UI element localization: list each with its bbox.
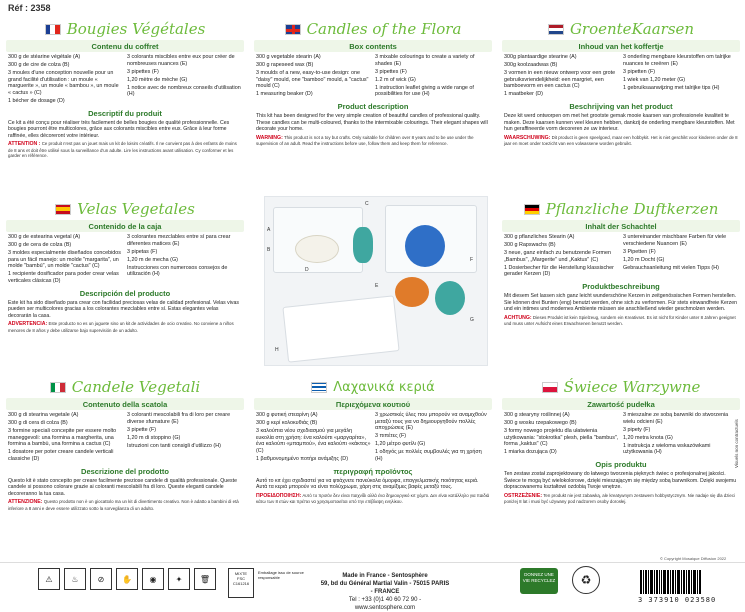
recycle-icon: ♻ <box>572 566 600 594</box>
contents-label-es: Contenido de la caja <box>6 220 244 232</box>
contents-left-en <box>256 54 371 99</box>
spain-flag-icon <box>55 204 71 215</box>
list-item: 3 pipetas (F) <box>127 248 158 255</box>
list-item: 3 pipette (F) <box>127 426 157 433</box>
warning-it <box>6 497 244 511</box>
warning-label-gr: ΠΡΟΕΙΔΟΠΟΙΗΣΗ: <box>256 492 302 499</box>
list-item: 3 pipettes (F) <box>127 68 159 75</box>
list-item: 3 formine speciali concepite per essere molto maneggevoli: una formina a margherita, una formina a bambù, una formina a cactus (C) <box>8 427 117 448</box>
list-item: 3 vormen in een nieuw ontwerp voor een grote gebruiksvriendelijkheid: een margriet, een bamboevorm en een cactus (C) <box>504 69 616 90</box>
section-de <box>502 198 740 327</box>
list-item: 1 notice avec de nombreux conseils d'utilisation (H) <box>127 84 241 98</box>
list-item: 3 untereinander mischbare Farben für viele verschiedene Nuancen (E) <box>623 234 727 247</box>
warning-label-es: ADVERTENCIA: <box>8 321 48 328</box>
france-flag-icon <box>45 24 61 35</box>
contents-right-nl <box>623 54 738 99</box>
list-item: 1,20 mètre de mèche (G) <box>127 76 188 83</box>
list-item: 1 maatbeker (D) <box>504 91 543 98</box>
list-item: 300 g pflanzliches Stearin (A) <box>504 234 575 240</box>
list-item: 300 g κερί κολοκυθιάς (B) <box>256 419 318 426</box>
heading-fr: Bougies Végétales <box>66 20 206 38</box>
list-item: 1 οδηγός με πολλές συμβουλές για τη χρήση (H) <box>375 449 482 462</box>
fsc-mixte: MIXTE <box>234 571 248 576</box>
company-info <box>320 572 450 612</box>
section-nl <box>502 18 740 147</box>
list-item: 1 wiek van 1,20 meter (G) <box>623 76 686 83</box>
list-item: 3 χρωστικές ύλες που μπορούν να αναμιχθούν μεταξύ τους για να δημιουργηθούν πολλές αποχρώσεις (E) <box>375 412 487 432</box>
section-es <box>6 198 244 333</box>
desc-de: Mit diesem Set lassen sich ganz leicht wunderschöne Kerzen in zeitgenössischen Formen herstellen. Sie können drei Bunten (eng) benutzt werden, ohne sich zu verformen. Für stets einwandfreie Kerzen und ein intimes und modernes Ambiente müssen sie anschließend wieder geschmolzen werden. <box>504 293 737 313</box>
warning-text-en: This product is not a toy but crafts. Only suitable for children over 8 years and to be use under the supervision of an adult. Read the instructions before use, follow them and keep them for reference. <box>256 134 474 147</box>
warning-text-nl: Dit product is geen speelgoed, maar een hobbykit. Het is niet geschikt voor kinderen onder de 8 jaar en moet onder toezicht van een volwassene worden gebruikt. <box>504 134 738 147</box>
trash-icon: 🗑 <box>194 568 216 590</box>
poland-flag-icon <box>542 382 558 393</box>
instruction-leaflet <box>282 295 399 362</box>
contents-label-gr: Περιεχόμενα κουτιού <box>254 398 492 410</box>
desc-label-gr: περιγραφή προϊόντος <box>333 466 413 476</box>
list-item: Istruzioni con tanti consigli d'utilizzo (H) <box>127 442 221 449</box>
warning-text-gr: Αυτό το προϊόν δεν είναι παιχνίδι αλλά ένα δημιουργικό κιτ χόμπι. Δεν είναι κατάλληλο για παιδιά κάτω των 8 ετών και πρέπει να χρησιμοποιείται υπό την επίβλεψη ενηλίκου. <box>256 492 490 505</box>
title-fr <box>6 18 244 40</box>
heading-nl: GroenteKaarsen <box>569 20 695 38</box>
fire-icon: ✦ <box>168 568 190 590</box>
list-item: 3 onderling mengbare kleurstoffen om talrijke nuances te creëren (E) <box>623 54 731 67</box>
desc-label-it: Descrizione del prodotto <box>81 466 169 476</box>
list-item: 3 formy nowego projektu dla ułatwienia użytkowania: "stokrotka" plesh, piella "bambus", forma „kaktus" (C) <box>504 427 619 448</box>
contents-right-en <box>375 54 490 99</box>
contents-left-nl <box>504 54 619 99</box>
warning-pl <box>502 491 740 505</box>
list-item: 1 miarka dozująca (D) <box>504 449 557 456</box>
contents-right-pl <box>623 412 738 457</box>
warning-label-de: ACHTUNG: <box>504 314 532 321</box>
list-item: 300g koolzaadwas (B) <box>504 61 558 68</box>
warning-de <box>502 313 740 327</box>
copyright: © Copyright Mosaique Diffusion 2022 <box>660 556 727 561</box>
list-item: 1.2 m of wick (G) <box>375 76 416 83</box>
list-item: Gebrauchsanleitung mit vielen Tipps (H) <box>623 264 719 271</box>
section-gr <box>254 376 492 505</box>
warning-text-de: Dieses Produkt ist kein Spielzeug, sondern ein Kreativset. Es ist nicht für Kinder unter 8 Jahren geeignet und muss unter Aufsicht eines Erwachsenen benutzt werden. <box>504 314 736 327</box>
hot-surface-icon: ♨ <box>64 568 86 590</box>
no-children-icon: ⊘ <box>90 568 112 590</box>
desc-it: Questo kit è stato concepito per creare facilmente preziose candele di qualità professionale. Queste candele si possono colorare grazie ai coloranti mescolabili fra di loro. Queste eleganti candele decoreranno la tua casa. <box>8 477 237 497</box>
list-item: 300 g de cera de colza (B) <box>8 241 72 248</box>
desc-label-es: Descripción del producto <box>79 288 171 298</box>
label-d: D <box>305 267 309 273</box>
desc-fr: Ce kit a été conçu pour réaliser très facilement de belles bougies de qualité professionnelle. Ces bougies pourront être multicolores, grâce aux colorants miscibles entre eux. Grâce à leur forme raffinée, elles décoreront votre intérieur. <box>8 119 230 139</box>
warning-label-fr: ATTENTION : <box>8 141 41 148</box>
list-item: 300 g de estearina vegetal (A) <box>8 234 81 240</box>
list-item: 1,20 m Docht (G) <box>623 256 665 263</box>
list-item: 1 Dosierbecher für die Herstellung klassischer gerader Kerzen (D) <box>504 264 614 278</box>
list-item: 3 moules d'une conception nouvelle pour un grand facilité d'utilisation : un moule « marguerite », un moule « bambou », un moule « cactus » (C) <box>8 69 119 96</box>
fsc-text: Emballage issu de source responsable <box>258 570 304 580</box>
list-item: 1 instrukcja z wieloma wskazówkami użytkowania (H) <box>623 442 711 456</box>
warning-label-en: WARNING: <box>256 134 283 141</box>
germany-flag-icon <box>524 204 540 215</box>
list-item: 300 g Rapswachs (B) <box>504 241 556 248</box>
list-item: 3 pipety (F) <box>623 426 651 433</box>
contents-left-es <box>8 234 123 286</box>
italy-flag-icon <box>50 382 66 393</box>
list-item: 3 moulds of a new, easy-to-use design: one "daisy" mould, one "bamboo" mould, a "cactus" mould (C) <box>256 69 369 90</box>
warning-triangle-icon: ⚠ <box>38 568 60 590</box>
list-item: 1 measuring beaker (D) <box>256 91 313 98</box>
warning-label-it: ATTENZIONE: <box>8 499 43 506</box>
label-f: F <box>470 257 474 263</box>
contents-label-nl: Inhoud van het koffertje <box>502 40 740 52</box>
list-item: 1,20 μέτρο φυτίλι (G) <box>375 441 426 448</box>
list-item: 3 neue, ganz einfach zu benutzende Formen „Bambus", „Margerite" und „Kaktus" (C) <box>504 249 611 263</box>
label-g: G <box>470 317 474 323</box>
contents-label-en: Box contents <box>254 40 492 52</box>
list-item: Instrucciones con numerosos consejos de utilización (H) <box>127 264 228 278</box>
warning-en <box>254 133 492 147</box>
desc-label-fr: Descriptif du produit <box>88 108 162 118</box>
list-item: 300 g vegetable stearin (A) <box>256 54 321 60</box>
section-en <box>254 18 492 147</box>
list-item: 1,20 metra knota (G) <box>623 434 673 441</box>
made-in: Made in France - Sentosphère <box>342 573 428 579</box>
list-item: 3 πιπέτες (F) <box>375 433 407 440</box>
contents-left-gr <box>256 412 371 464</box>
label-e: E <box>375 283 379 289</box>
list-item: 3 pipetten (F) <box>623 68 656 75</box>
section-fr <box>6 18 244 159</box>
list-item: 1,20 m di stoppino (G) <box>127 434 181 441</box>
fsc-logo <box>228 568 254 598</box>
warning-nl <box>502 133 740 147</box>
contents-label-it: Contenuto della scatola <box>6 398 244 410</box>
heading-es: Velas Vegetales <box>77 200 195 218</box>
gloves-icon: ✋ <box>116 568 138 590</box>
label-a: A <box>267 227 271 233</box>
warning-text-es: Este producto no es un juguete sino un kit de actividades de ocio creativo. No conviene a niños menores de 8 años y debe utilizarse bajo supervisión de un adulto. <box>8 321 234 333</box>
reference: Réf : 2358 <box>8 3 51 13</box>
title-it <box>6 376 244 398</box>
warning-text-it: Questo prodotto non è un giocattolo ma un kit di divertimento creativo. Non è adatto a bambini di età inferiore a 8 anni e deve essere utilizzato sotto la sorveglianza di un adulto. <box>8 499 239 511</box>
barcode-number: 3 373910 023580 <box>638 596 717 604</box>
desc-label-de: Produktbeschreibung <box>582 282 660 292</box>
heading-it: Candele Vegetali <box>71 378 201 396</box>
warning-text-pl: Ten produkt nie jest zabawką, ale kreatywnym zestawem hobbystycznym. Nie nadaje się dla dzieci poniżej 8 lat i musi być używany pod nadzorem osoby dorosłej. <box>504 492 736 505</box>
contents-label-pl: Zawartość pudełka <box>502 398 740 410</box>
warning-fr <box>6 139 244 159</box>
list-item: 1 dosatore per poter creare candele verticali classiche (D) <box>8 449 114 462</box>
uk-flag-icon <box>285 24 301 35</box>
desc-gr: Αυτό το κιτ έχει σχεδιαστεί για να φτιάχνετε πανεύκολα όμορφα, επαγγελματικής ποιότητας κεριά. Αυτά τα κεριά μπορούν να είναι πολύχρωμα, χάρη στις αναμίξιμες βαφές μεταξύ τους. <box>256 477 479 491</box>
eye-protection-icon: ◉ <box>142 568 164 590</box>
contents-right-de <box>623 234 738 279</box>
title-de <box>502 198 740 220</box>
contents-left-fr <box>8 54 123 106</box>
contents-right-gr <box>375 412 490 464</box>
list-item: 3 mieszalne ze sobą barwniki do stworzenia wielu odcieni (E) <box>623 412 729 425</box>
list-item: 3 καλούπια νέου σχεδιασμού για μεγάλη ευκολία στη χρήση: ένα καλούπι «μαργαρίτα», ένα καλούπι «μπαμπού», ένα καλούπι «κάκτος» (C) <box>256 427 371 454</box>
recycle-logo: DONNEZ UNE VIE RECYCLEZ <box>520 568 558 594</box>
fsc-code: FSC C161216 <box>232 576 250 586</box>
title-nl <box>502 18 740 40</box>
list-item: 3 moldes especialmente diseñados concebidos para un fácil manejo: un molde "margarita", un molde "bambú", un molde "cactus" (C) <box>8 249 121 270</box>
list-item: 300 g stearyny roślinnej (A) <box>504 412 570 418</box>
contents-left-pl <box>504 412 619 457</box>
list-item: 3 colorantes mezclables entre sí para crear diferentes matices (E) <box>127 234 231 247</box>
heading-gr: Λαχανικά κεριά <box>333 379 435 395</box>
bamboo-candle <box>353 227 373 263</box>
list-item: 300 g φυτική στεαρίνη (A) <box>256 412 318 418</box>
contents-right-it <box>127 412 242 464</box>
section-it <box>6 376 244 511</box>
address: 59, bd du Général Martial Valin - 75015 PARIS - FRANCE <box>320 581 450 595</box>
greece-flag-icon <box>311 382 327 393</box>
warning-label-pl: OSTRZEŻENIE: <box>504 492 543 499</box>
desc-pl: Ten zestaw został zaprojektowany do łatwego tworzenia pięknych świec o profesjonalnej jakości. Świece te mogą być wielokolorowe, dzięki mieszającym się między sobą barwnikom. Dzięki swojemu dopracowanemu kształtowi ozdobią Twoje wnętrze. <box>504 471 737 491</box>
list-item: 1 βαθμονομημένο ποτήρι ανάμιξης (D) <box>256 455 348 462</box>
desc-nl: Deze kit werd ontworpen om met het grootste gemak mooie kaarsen van professionele kwaliteit te maken. Deze kaarsen kunnen veel kleuren hebben, dankzij de onderling mengbare kleurstoffen. Met hun geraffineerde vorm decoreren ze uw interieur. <box>504 113 735 133</box>
list-item: 3 coloranti mescolabili fra di loro per creare diverse sfumature (E) <box>127 412 231 425</box>
side-note: Visuels non contractuels <box>734 419 739 468</box>
warning-gr <box>254 491 492 505</box>
contents-label-fr: Contenu du coffret <box>6 40 244 52</box>
heading-en: Candles of the Flora <box>306 20 462 38</box>
title-es <box>6 198 244 220</box>
title-gr <box>254 376 492 398</box>
list-item: 1 recipiente dosificador para poder crear velas verticales clásicas (D) <box>8 271 119 284</box>
desc-en: This kit has been designed for the very simple creation of beautiful candles of professional quality. These candles can be multi-coloured, thanks to the intermixable colourings. Their elegant shapes will decorate your home. <box>256 113 488 133</box>
contents-left-de <box>504 234 619 279</box>
orange-candle <box>395 277 429 307</box>
netherlands-flag-icon <box>548 24 564 35</box>
list-item: 300 g wosku rzepakowego (B) <box>504 419 577 426</box>
list-item: 3 colorants miscibles entre eux pour créer de nombreuses nuances (E) <box>127 54 235 67</box>
list-item: 1 instruction leaflet giving a wide range of possibilities for use (H) <box>375 84 474 98</box>
title-pl <box>502 376 740 398</box>
desc-label-en: Product description <box>337 102 409 112</box>
daisy-candle <box>295 235 339 263</box>
contents-right-fr <box>127 54 242 106</box>
product-photo <box>264 196 488 366</box>
title-en <box>254 18 492 40</box>
list-item: 300g plantaardige stearine (A) <box>504 54 577 60</box>
desc-label-nl: Beschrijving van het product <box>569 102 673 112</box>
label-h: H <box>275 347 279 353</box>
warning-es <box>6 319 244 333</box>
contents-label-de: Inhalt der Schachtel <box>502 220 740 232</box>
cactus-candle <box>405 225 445 267</box>
contents-left-it <box>8 412 123 464</box>
list-item: 3 pipettes (F) <box>375 68 407 75</box>
list-item: 300 g di cera di colza (B) <box>8 419 68 426</box>
barcode <box>640 566 712 594</box>
list-item: 3 Pipetten (F) <box>623 248 656 255</box>
list-item: 300 g di stearina vegetale (A) <box>8 412 79 418</box>
label-b: B <box>267 247 271 253</box>
section-pl <box>502 376 740 505</box>
list-item: 300 g rapeseed wax (B) <box>256 61 314 68</box>
warning-label-nl: WAARSCHUWING: <box>504 134 551 141</box>
teal-candle <box>435 281 465 315</box>
desc-label-pl: Opis produktu <box>595 460 647 470</box>
warning-text-fr: Ce produit n'est pas un jouet mais un kit de loisirs créatifs. Il ne convient pas à des enfants de moins de 8 ans et doit être utilisé sous la surveillance d'un adulte. Lire les instructions avant utilisation. Cy conformer et les garder en référence. <box>8 141 237 159</box>
contact: Tel : +33 (0)1 40 60 72 90 - www.sentosphere.com <box>348 597 422 611</box>
heading-pl: Świece Warzywne <box>563 378 701 396</box>
label-c: C <box>365 201 369 207</box>
list-item: 3 mixable colourings to create a variety of shades (E) <box>375 54 475 67</box>
desc-es: Este kit ha sido diseñado para crear con facilidad preciosas velas de calidad profesional. Velas vivas pueden ser multicolores gracias a los colorantes mezclables entre sí. Estas elegantes velas decorarán la casa. <box>8 299 239 319</box>
list-item: 300 g de stéarine végétale (A) <box>8 54 81 60</box>
list-item: 300 g de cire de colza (B) <box>8 61 70 68</box>
list-item: 1,20 m de mecha (G) <box>127 256 178 263</box>
heading-de: Pflanzliche Duftkerzen <box>545 200 719 218</box>
list-item: 1 bécher de dosage (D) <box>8 97 65 104</box>
contents-right-es <box>127 234 242 286</box>
list-item: 1 gebruiksaanwijzing met talrijke tips (H) <box>623 84 720 91</box>
